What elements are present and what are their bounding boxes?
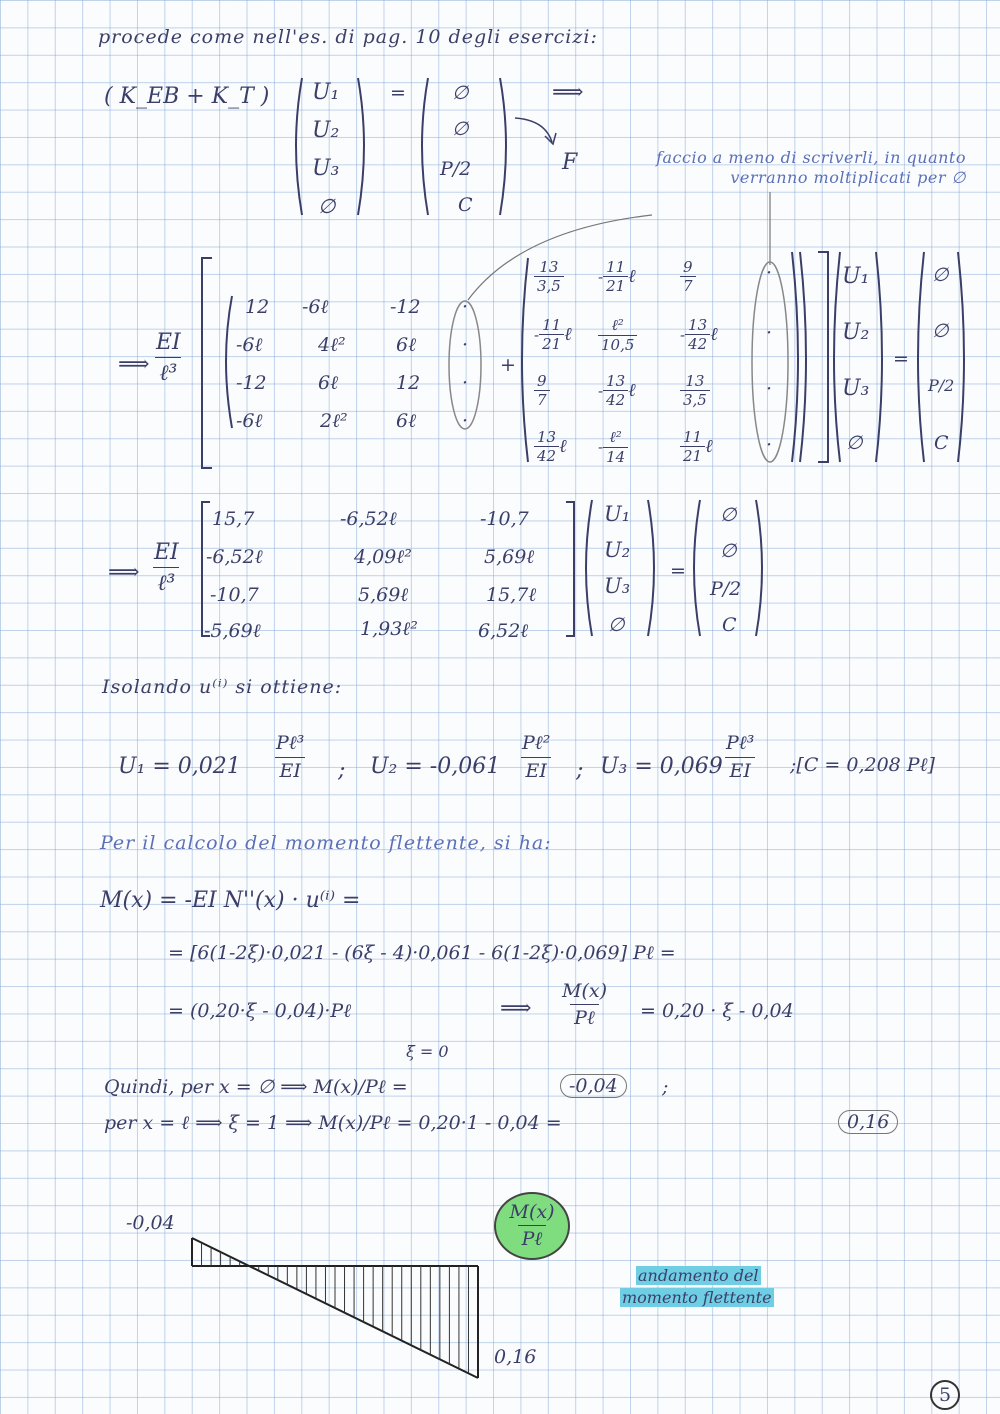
u3-fraction: Pℓ³ EI	[726, 732, 755, 782]
matrix-b-cell: ℓ² 10,5	[598, 316, 637, 354]
rhs-item: ∅	[720, 540, 737, 562]
xi-zero-note: ξ = 0	[406, 1042, 449, 1061]
rhs-item: C	[934, 432, 949, 454]
matrix-b-cell: - 11 21 ℓ	[598, 258, 636, 295]
matrix-a-cell: ·	[462, 296, 469, 318]
rhs-item: ∅	[720, 504, 737, 526]
implies-arrow: ⟹	[108, 560, 140, 585]
equals-sign: =	[390, 82, 406, 104]
u-vector-item: U₁	[312, 80, 340, 105]
matrix-b-cell: - 13 42 ℓ	[680, 316, 718, 353]
rhs-item: ∅	[452, 118, 469, 140]
equals-sign: =	[893, 348, 909, 370]
u-vector-item: U₂	[312, 118, 340, 143]
matrix-cell: -6,52ℓ	[340, 508, 397, 530]
u-vector-item: ∅	[318, 194, 336, 218]
matrix-a-cell: 12	[245, 296, 270, 318]
matrix-a-cell: 4ℓ²	[318, 334, 346, 356]
equals-sign: =	[670, 560, 686, 582]
rhs-item: P/2	[440, 158, 472, 180]
matrix-cell: -10,7	[210, 584, 259, 606]
matrix-b-cell: 9 7	[680, 258, 696, 295]
matrix-b-cell: - ℓ² 14	[598, 428, 628, 466]
u-vector-item: U₁	[842, 264, 870, 289]
matrix-a-cell: 6ℓ	[396, 410, 417, 432]
moment-badge: $\frac{M(x)}{\text{Pℓ}}$	[494, 1192, 570, 1260]
rhs-item: P/2	[928, 376, 955, 395]
rhs-item: C	[458, 194, 473, 216]
u-vector-item: U₃	[842, 376, 870, 401]
matrix-cell: 1,93ℓ²	[360, 618, 418, 640]
moment-normalized-fraction: M(x) Pℓ	[562, 980, 607, 1029]
u-vector-item: U₃	[604, 574, 631, 598]
separator: ;	[576, 758, 584, 783]
matrix-b-cell: 9 7	[534, 372, 550, 409]
matrix-cell: -10,7	[480, 508, 529, 530]
implies-arrow: ⟹	[500, 996, 532, 1021]
matrix-b-cell: - 11 21 ℓ	[534, 316, 572, 353]
u-vector-item: U₁	[604, 502, 631, 526]
moment-diagram	[180, 1206, 500, 1406]
matrix-a-cell: 6ℓ	[396, 334, 417, 356]
matrix-cell: 5,69ℓ	[358, 584, 409, 606]
matrix-a-cell: 2ℓ²	[320, 410, 348, 432]
u-vector-item: ∅	[846, 432, 863, 454]
matrix-b-cell: 13 3,5	[534, 258, 564, 295]
u-vector-item: U₃	[312, 156, 340, 181]
matrix-a-cell: 12	[396, 372, 421, 394]
matrix-a-cell: -12	[236, 372, 267, 394]
u-vector-item: U₂	[842, 320, 870, 345]
matrix-cell: 15,7	[212, 508, 255, 530]
rhs-item: P/2	[710, 578, 742, 600]
quindi-line-2: per x = ℓ ⟹ ξ = 1 ⟹ M(x)/Pℓ = 0,20·1 - 0,04 =	[104, 1112, 562, 1134]
dots-col: ·	[766, 434, 773, 456]
force-vector-label: F	[562, 150, 578, 175]
matrix-a-cell: -6ℓ	[236, 334, 263, 356]
dots-col: ·	[766, 262, 773, 284]
moment-intro: Per il calcolo del momento flettente, si ha:	[100, 832, 552, 854]
ei-over-l3: EI ℓ³	[154, 540, 179, 596]
u1-fraction: Pℓ³ EI	[276, 732, 305, 782]
moment-line-2: = [6(1-2ξ)·0,021 - (6ξ - 4)·0,061 - 6(1-2ξ)·0,069] Pℓ =	[168, 942, 676, 964]
matrix-a-cell: ·	[462, 410, 469, 432]
diagram-top-label: -0,04	[126, 1212, 175, 1234]
rhs-item: ∅	[932, 320, 949, 342]
matrix-cell: 6,52ℓ	[478, 620, 529, 642]
matrix-a-cell: -6ℓ	[302, 296, 329, 318]
moment-line-3-rhs: = 0,20 · ξ - 0,04	[640, 1000, 794, 1022]
moment-line-3: = (0,20·ξ - 0,04)·Pℓ	[168, 1000, 352, 1022]
matrix-cell: 15,7ℓ	[486, 584, 537, 606]
matrix-a-cell: -6ℓ	[236, 410, 263, 432]
u3-result: U₃ = 0,069	[600, 754, 723, 779]
matrix-cell: -5,69ℓ	[204, 620, 261, 642]
matrix-a-cell: ·	[462, 372, 469, 394]
plus-sign: +	[500, 354, 516, 376]
matrix-b-cell: 11 21 ℓ	[680, 428, 713, 465]
matrix-a-cell: -12	[390, 296, 421, 318]
matrix-cell: -6,52ℓ	[206, 546, 263, 568]
matrix-cell: 4,09ℓ²	[354, 546, 412, 568]
matrix-a-cell: ·	[462, 334, 469, 356]
matrix-b-cell: 13 3,5	[680, 372, 710, 409]
u2-fraction: Pℓ² EI	[522, 732, 551, 782]
matrix-b-cell: - 13 42 ℓ	[598, 372, 636, 409]
quindi-line-1-suffix: ;	[662, 1076, 669, 1098]
dots-col: ·	[766, 378, 773, 400]
implies-arrow: ⟹	[552, 80, 584, 105]
c-value: ;[C = 0,208 Pℓ]	[790, 754, 935, 776]
diagram-bottom-label: 0,16	[494, 1346, 537, 1368]
isolando-text: Isolando u⁽ⁱ⁾ si ottiene:	[102, 676, 343, 698]
u-vector-item: U₂	[604, 538, 631, 562]
value-start-circled: -0,04	[560, 1074, 627, 1098]
dots-col: ·	[766, 322, 773, 344]
separator: ;	[338, 758, 346, 783]
stiffness-sum: ( K_EB + K_T )	[104, 84, 270, 109]
u1-result: U₁ = 0,021	[118, 754, 241, 779]
u2-result: U₂ = -0,061	[370, 754, 501, 779]
diagram-caption-2: momento flettente	[622, 1288, 772, 1307]
rhs-item: ∅	[932, 264, 949, 286]
u-vector-item: ∅	[608, 614, 625, 636]
moment-line-1: M(x) = -EI N''(x) · u⁽ⁱ⁾ =	[100, 888, 361, 913]
matrix-a-cell: 6ℓ	[318, 372, 339, 394]
rhs-item: ∅	[452, 82, 469, 104]
ei-over-l3: EI ℓ³	[156, 330, 181, 386]
implies-arrow: ⟹	[118, 352, 150, 377]
value-end-circled: 0,16	[838, 1110, 898, 1134]
matrix-b-cell: 13 42 ℓ	[534, 428, 567, 465]
matrix-cell: 5,69ℓ	[484, 546, 535, 568]
side-note: faccio a meno di scriverli, in quanto verranno moltiplicati per ∅	[656, 148, 966, 187]
rhs-item: C	[722, 614, 737, 636]
quindi-line-1: Quindi, per x = ∅ ⟹ M(x)/Pℓ =	[104, 1076, 408, 1098]
page-number: 5	[930, 1380, 960, 1410]
diagram-caption-1: andamento del	[638, 1266, 759, 1285]
intro-text: procede come nell'es. di pag. 10 degli esercizi:	[98, 26, 598, 48]
